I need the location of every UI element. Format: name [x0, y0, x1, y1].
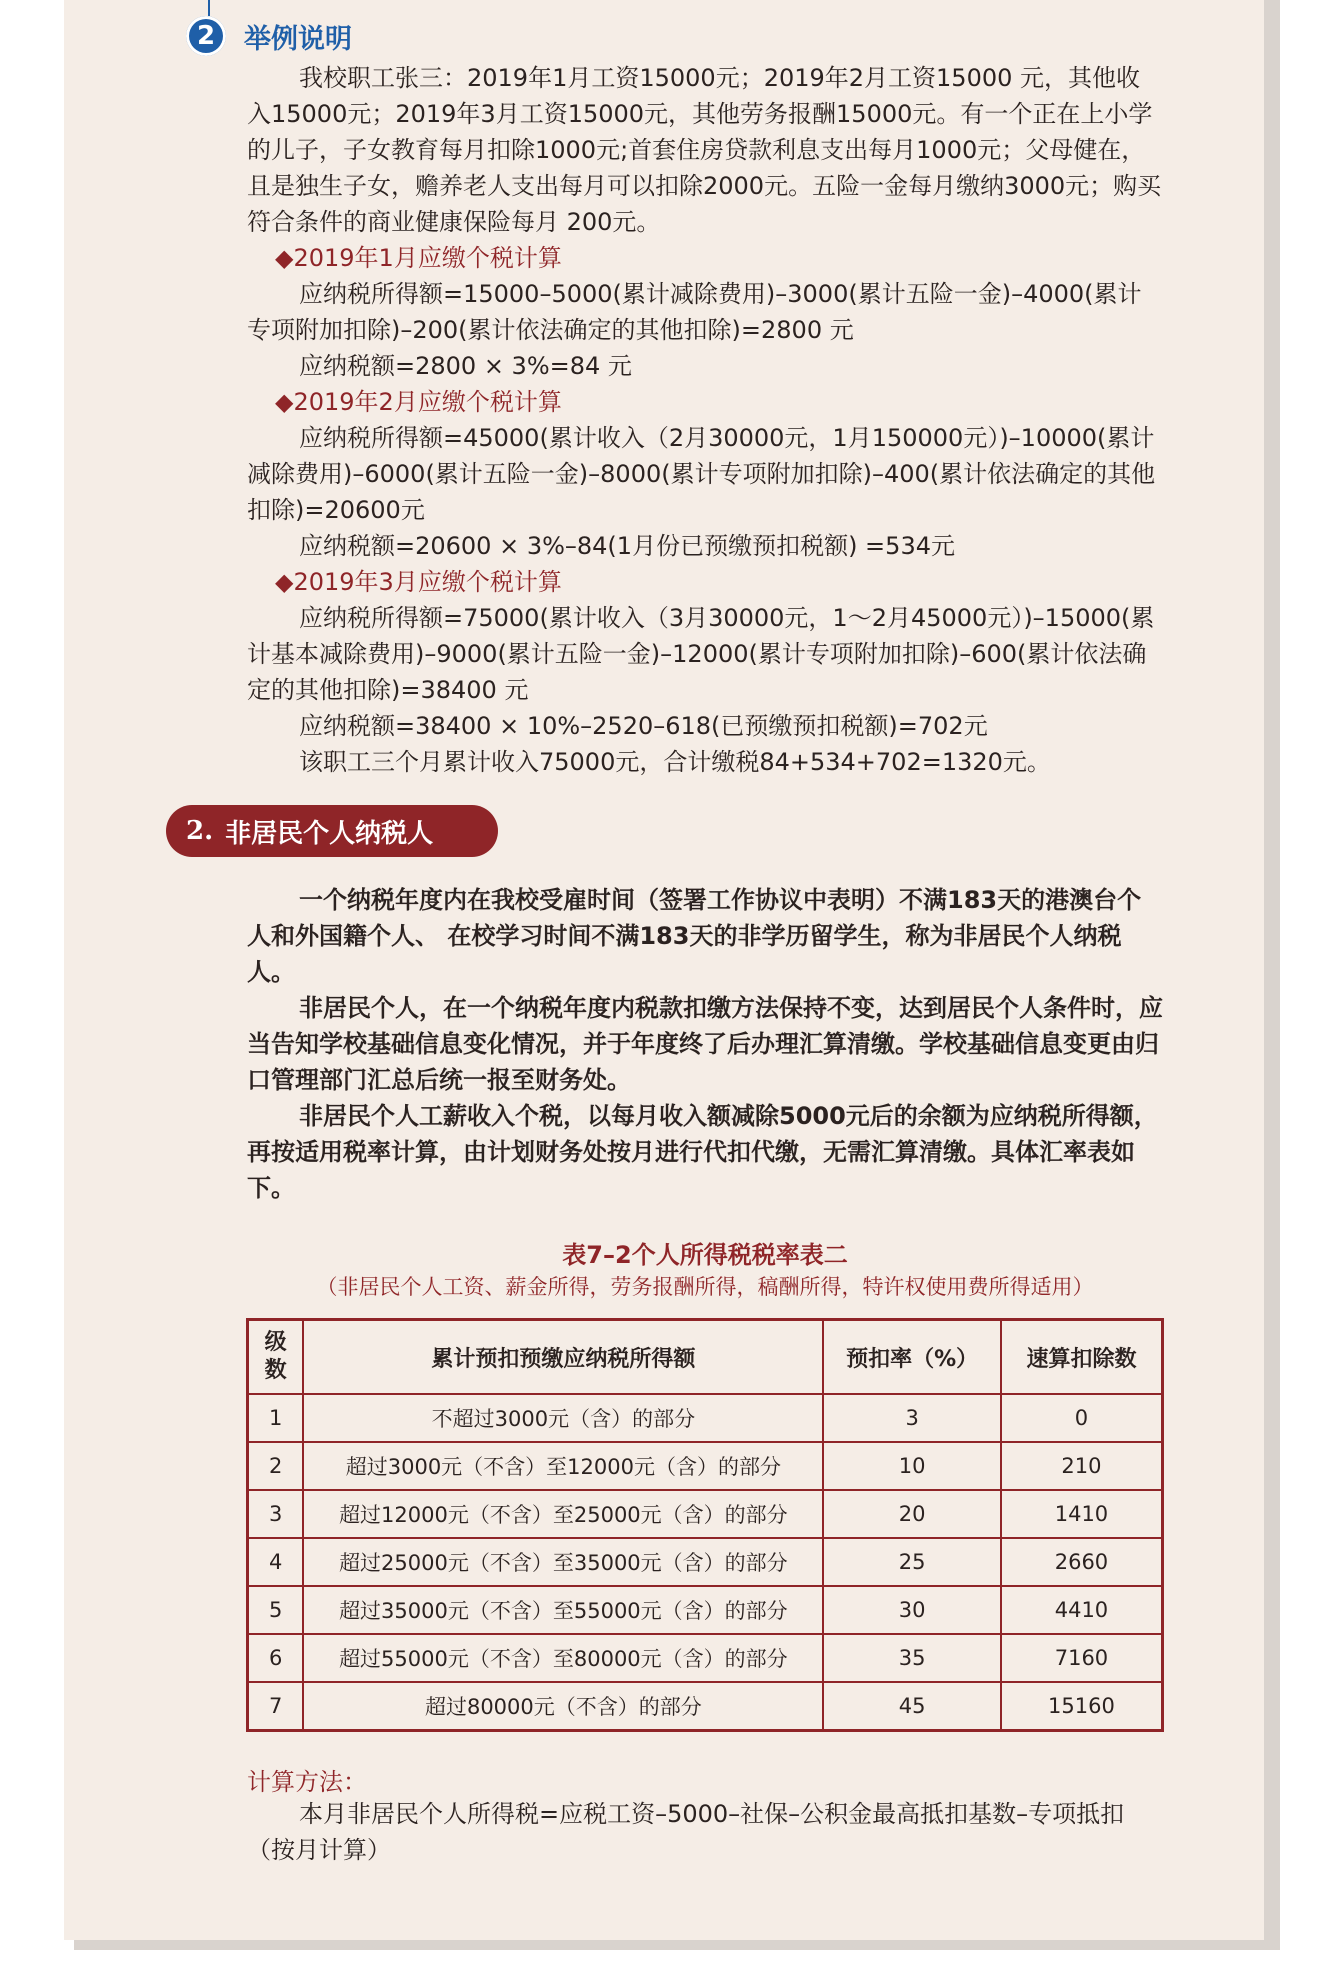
jan-title: 2019年1月应缴个税计算 [293, 244, 562, 272]
tax-rate-table [246, 1318, 1164, 1732]
nonresident-body [247, 882, 1163, 1206]
cell-deduction: 210 [1001, 1442, 1163, 1490]
jan-taxable-income: 应纳税所得额=15000–5000(累计减除费用)–3000(累计五险一金)–4000(累计专项附加扣除)–200(累计依法确定的其他扣除)=2800 元 [247, 280, 1142, 344]
mar-tax-amount: 应纳税额=38400 × 10%–2520–618(已预缴预扣税额)=702元 [299, 712, 988, 740]
cell-level: 1 [248, 1394, 304, 1442]
cell-rate: 25 [823, 1538, 1001, 1586]
page-shadow-right [1264, 0, 1280, 1948]
cell-income: 超过35000元（不含）至55000元（含）的部分 [303, 1586, 823, 1634]
cell-deduction: 4410 [1001, 1586, 1163, 1634]
cell-level: 5 [248, 1586, 304, 1634]
cell-deduction: 7160 [1001, 1634, 1163, 1682]
table-subtitle: （非居民个人工资、薪金所得，劳务报酬所得，稿酬所得，特许权使用费所得适用） [316, 1275, 1094, 1299]
cell-income: 超过80000元（不含）的部分 [303, 1682, 823, 1731]
section-title: 非居民个人纳税人 [225, 818, 434, 849]
cell-rate: 3 [823, 1394, 1001, 1442]
cell-rate: 10 [823, 1442, 1001, 1490]
feb-title: 2019年2月应缴个税计算 [293, 388, 562, 416]
header-deduction: 速算扣除数 [1001, 1320, 1163, 1395]
table-title: 表7–2个人所得税税率表二 [562, 1241, 848, 1269]
cell-level: 3 [248, 1490, 304, 1538]
page-shadow-bottom [74, 1940, 1280, 1950]
section-number: 2. [186, 816, 214, 846]
diamond-bullet-icon: ◆ [275, 244, 294, 272]
jan-subheading [247, 240, 1163, 276]
cell-level: 6 [248, 1634, 304, 1682]
section-heading-example [186, 14, 352, 58]
table-row [248, 1634, 1163, 1682]
cell-income: 超过25000元（不含）至35000元（含）的部分 [303, 1538, 823, 1586]
cell-level: 7 [248, 1682, 304, 1731]
example-intro: 我校职工张三：2019年1月工资15000元；2019年2月工资15000 元，其他收入15000元；2019年3月工资15000元，其他劳务报酬15000元。有一个正在上小学的儿子，子女教育每月扣除1000元;首套住房贷款利息支出每月1000元；父母健在，且是独生子女，赡养老人支出每月可以扣除2000元。五险一金每月缴纳3000元；购买符合条件的商业健康保险每月 200元。 [247, 64, 1162, 236]
table-row [248, 1394, 1163, 1442]
table-header-row [248, 1320, 1163, 1395]
cell-rate: 20 [823, 1490, 1001, 1538]
cell-income: 超过55000元（不含）至80000元（含）的部分 [303, 1634, 823, 1682]
cell-rate: 45 [823, 1682, 1001, 1731]
calc-method-text: 本月非居民个人所得税=应税工资–5000–社保–公积金最高抵扣基数–专项抵扣（按月计算） [247, 1800, 1125, 1864]
table-row [248, 1538, 1163, 1586]
table-row [248, 1490, 1163, 1538]
diamond-bullet-icon: ◆ [275, 388, 294, 416]
cell-level: 4 [248, 1538, 304, 1586]
section-number-badge: 2 [186, 16, 226, 56]
feb-tax-amount: 应纳税额=20600 × 3%–84(1月份已预缴预扣税额) =534元 [299, 532, 955, 560]
cell-income: 超过3000元（不含）至12000元（含）的部分 [303, 1442, 823, 1490]
mar-title: 2019年3月应缴个税计算 [293, 568, 562, 596]
cell-deduction: 1410 [1001, 1490, 1163, 1538]
cell-rate: 35 [823, 1634, 1001, 1682]
section-title: 举例说明 [244, 23, 352, 55]
cell-deduction: 15160 [1001, 1682, 1163, 1731]
mar-subheading [247, 564, 1163, 600]
example-summary: 该职工三个月累计收入75000元，合计缴税84+534+702=1320元。 [299, 748, 1051, 776]
cell-level: 2 [248, 1442, 304, 1490]
table-row [248, 1442, 1163, 1490]
cell-income: 超过12000元（不含）至25000元（含）的部分 [303, 1490, 823, 1538]
diamond-bullet-icon: ◆ [275, 568, 294, 596]
feb-taxable-income: 应纳税所得额=45000(累计收入（2月30000元，1月150000元）)–10000(累计减除费用)–6000(累计五险一金)–8000(累计专项附加扣除)–400(累计依法确定的其他扣除)=20600元 [247, 424, 1156, 524]
header-rate: 预扣率（%） [823, 1320, 1001, 1395]
cell-deduction: 2660 [1001, 1538, 1163, 1586]
jan-tax-amount: 应纳税额=2800 × 3%=84 元 [299, 352, 632, 380]
nonresident-paragraph-2: 非居民个人，在一个纳税年度内税款扣缴方法保持不变，达到居民个人条件时，应当告知学校基础信息变化情况，并于年度终了后办理汇算清缴。学校基础信息变更由归口管理部门汇总后统一报至财务处。 [247, 994, 1163, 1094]
section-heading-nonresident [166, 805, 498, 857]
header-level: 级 数 [248, 1320, 304, 1395]
header-income: 累计预扣预缴应纳税所得额 [303, 1320, 823, 1395]
table-row [248, 1586, 1163, 1634]
cell-deduction: 0 [1001, 1394, 1163, 1442]
calc-method-label: 计算方法： [247, 1768, 367, 1796]
mar-taxable-income: 应纳税所得额=75000(累计收入（3月30000元，1～2月45000元）)–15000(累计基本减除费用)–9000(累计五险一金)–12000(累计专项附加扣除)–600(累计依法确定的其他扣除)=38400 元 [247, 604, 1155, 704]
example-body [247, 60, 1163, 780]
calc-method-body [247, 1796, 1163, 1868]
nonresident-paragraph-3: 非居民个人工薪收入个税，以每月收入额减除5000元后的余额为应纳税所得额，再按适用税率计算，由计划财务处按月进行代扣代缴，无需汇算清缴。具体汇率表如下。 [247, 1102, 1158, 1202]
feb-subheading [247, 384, 1163, 420]
cell-rate: 30 [823, 1586, 1001, 1634]
nonresident-paragraph-1: 一个纳税年度内在我校受雇时间（签署工作协议中表明）不满183天的港澳台个人和外国籍个人、 在校学习时间不满183天的非学历留学生，称为非居民个人纳税人。 [247, 886, 1142, 986]
table-row [248, 1682, 1163, 1731]
cell-income: 不超过3000元（含）的部分 [303, 1394, 823, 1442]
